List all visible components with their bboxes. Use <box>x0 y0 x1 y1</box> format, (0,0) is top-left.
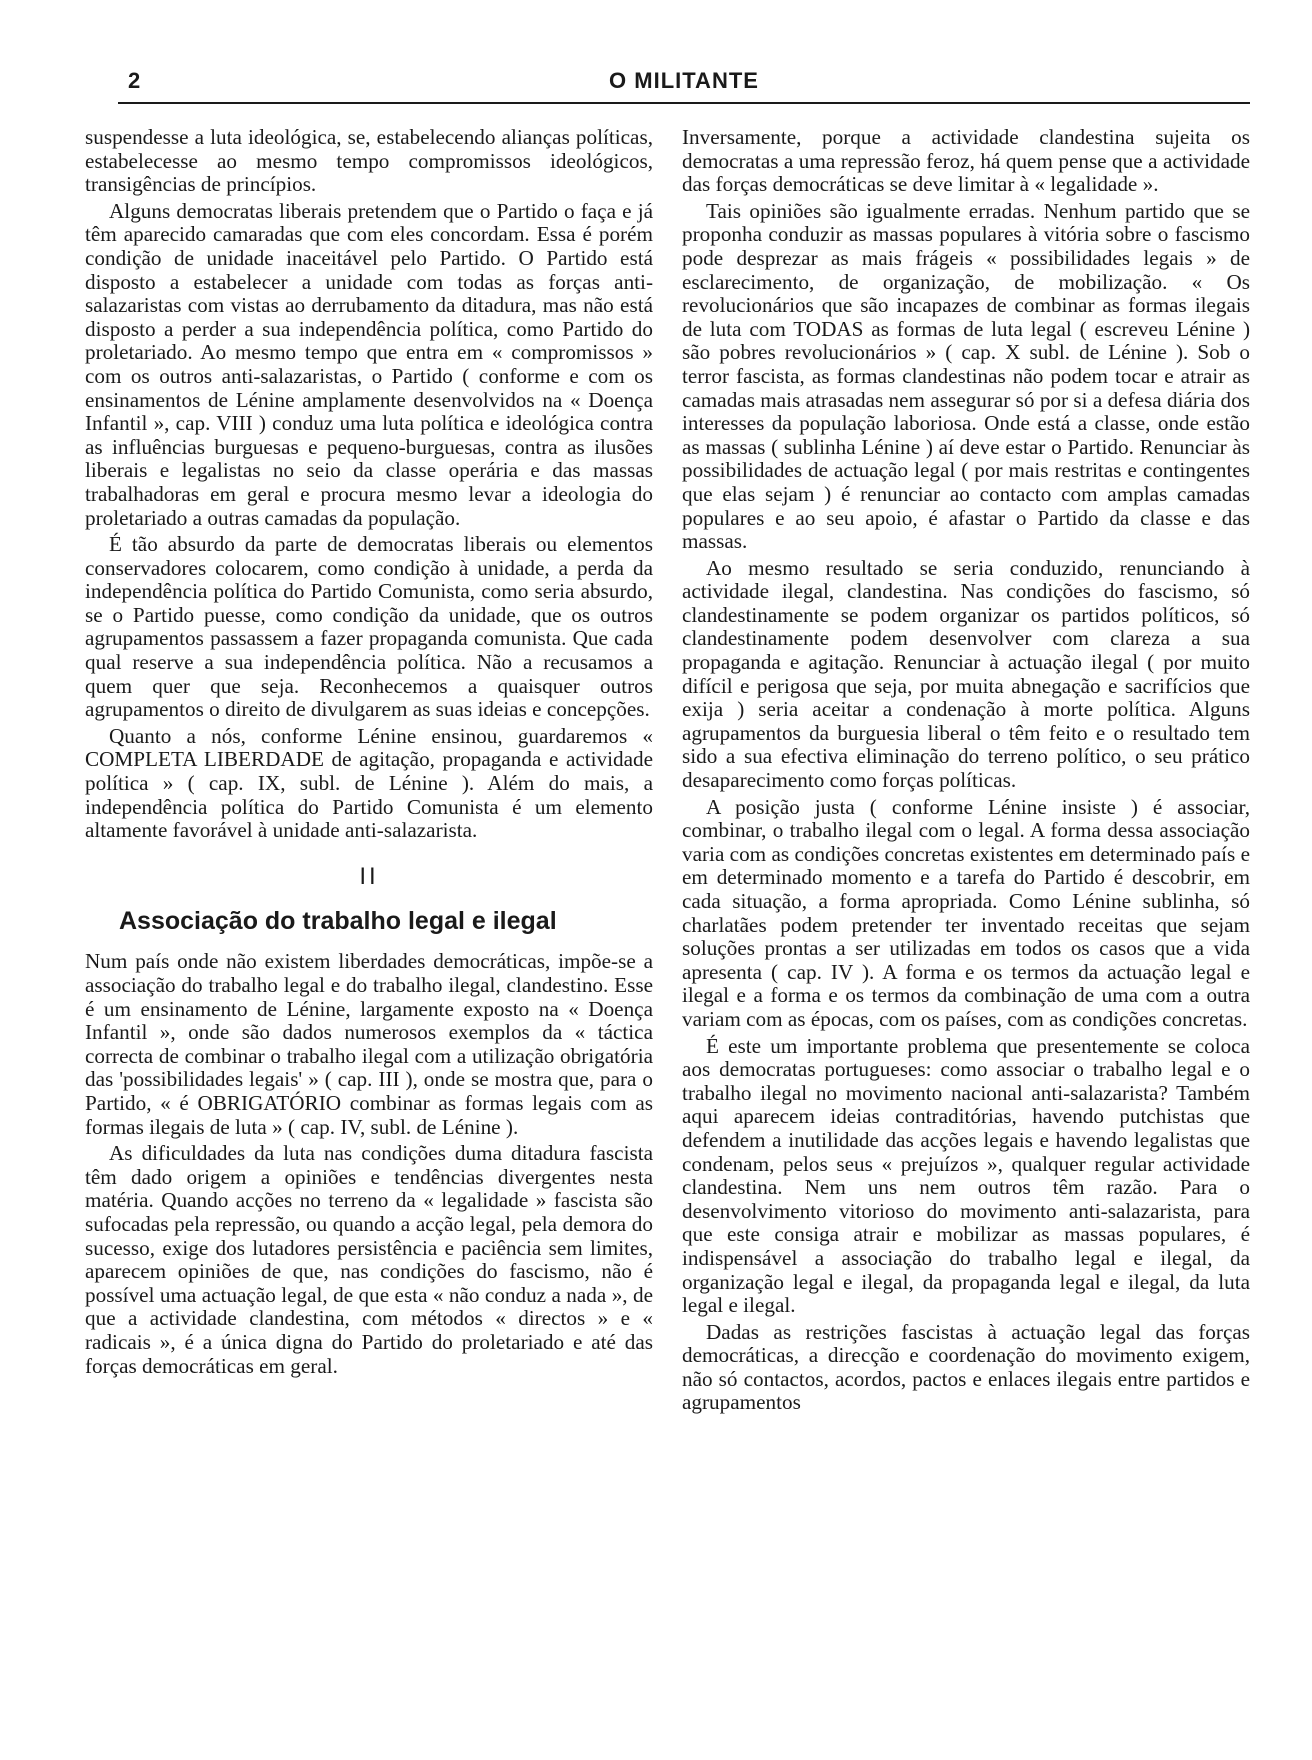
paragraph: Inversamente, porque a actividade clandestina sujeita os democratas a uma repressão feroz, há quem pense que a actividade das forças democráticas se deve limitar à « legalidade ». <box>682 125 1250 197</box>
paragraph: Dadas as restrições fascistas à actuação legal das forças democráticas, a direcção e coordenação do movimento exigem, não só contactos, acordos, pactos e enlaces ilegais entre partidos e agrupamentos <box>682 1319 1250 1415</box>
page-header <box>118 64 1250 104</box>
right-column <box>682 126 1250 1418</box>
section-numeral: II <box>359 862 379 890</box>
paragraph: Quanto a nós, conforme Lénine ensinou, guardaremos « COMPLETA LIBERDADE de agitação, propaganda e actividade política » ( cap. IX, subl. de Lénine ). Além do mais, a independência política do Partido Comunista é um elemento altamente favorável à unidade anti-salazarista. <box>85 723 653 843</box>
paragraph: É tão absurdo da parte de democratas liberais ou elementos conservadores colocarem, como condição à unidade, a perda da independência política do Partido Comunista, como seria absurdo, se o Partido puesse, como condição da unidade, que os outros agrupamentos passassem a fazer propaganda comunista. Que cada qual reserve a sua independência política. Não a recusamos a quem quer que seja. Reconhecemos a quaisquer outros agrupamentos o direito de divulgarem as suas ideias e concepções. <box>85 532 653 722</box>
left-column <box>85 126 653 1381</box>
paragraph: Num país onde não existem liberdades democráticas, impõe-se a associação do trabalho legal e do trabalho ilegal, clandestino. Esse é um ensinamento de Lénine, largamente exposto na « Doença Infantil », onde são dados numerosos exemplos da « táctica correcta de combinar o trabalho ilegal com a utilização obrigatória das 'possibilidades legais' » ( cap. III ), onde se mostra que, para o Partido, « é OBRIGATÓRIO combinar as formas legais com as formas ilegais de luta » ( cap. IV, subl. de Lénine ). <box>85 949 653 1139</box>
paragraph: As dificuldades da luta nas condições duma ditadura fascista têm dado origem a opiniões e tendências divergentes nesta matéria. Quando acções no terreno da « legalidade » fascista são sufocadas pela repressão, ou quando a acção legal, pela demora do sucesso, exige dos lutadores persistência e paciência sem limites, aparecem opiniões de que, nas condições do fascismo, não é possível uma actuação legal, de que esta « não conduz a nada », de que a actividade clandestina, com métodos « directos » e « radicais », é a única digna do Partido do proletariado e até das forças democráticas em geral. <box>85 1141 653 1378</box>
paragraph: Ao mesmo resultado se seria conduzido, renunciando à actividade ilegal, clandestina. Nas condições do fascismo, só clandestinamente se podem organizar os partidos políticos, só clandestinamente podem desenvolver com clareza a sua propaganda e agitação. Renunciar à actuação ilegal ( por muito difícil e perigosa que seja, por muita abnegação e sacrifícios que exija ) seria aceitar a condenação à morte política. Alguns agrupamentos da burguesia liberal o têm feito e o resultado tem sido a sua efectiva eliminação do terreno político, o seu prático desaparecimento como forças políticas. <box>682 555 1250 793</box>
paragraph: Alguns democratas liberais pretendem que o Partido o faça e já têm aparecido camaradas que com eles concordam. Essa é porém condição de unidade inaceitável pelo Partido. O Partido está disposto a estabelecer a unidade com todas as forças anti-salazaristas com vistas ao derrubamento da ditadura, mas não está disposto a perder a sua independência política, como Partido do proletariado. Ao mesmo tempo que entra em « compromissos » com os outros anti-salazaristas, o Partido ( conforme e com os ensinamentos de Lénine amplamente desenvolvidos na « Doença Infantil », cap. VIII ) conduz uma luta política e ideológica contra as influências burguesas e pequeno-burguesas, contra as ilusões liberais e legalistas no seio da classe operária e das massas trabalhadoras em geral e procura mesmo levar a ideologia do proletariado a outras camadas da população. <box>85 198 653 530</box>
paragraph: É este um importante problema que presentemente se coloca aos democratas portugueses: como associar o trabalho legal e o trabalho ilegal no movimento nacional anti-salazarista? Também aqui aparecem ideias contraditórias, havendo putchistas que defendem a inutilidade das acções legais e havendo legalistas que condenam, pelos seus « prejuízos », qualquer regular actividade clandestina. Nem uns nem outros têm razão. Para o desenvolvimento vitorioso do movimento anti-salazarista, para que este consiga atrair e mobilizar as massas populares, é indispensável a associação do trabalho legal e ilegal, da organização legal e ilegal, da propaganda legal e ilegal, da luta legal e ilegal. <box>682 1033 1250 1318</box>
paragraph: Tais opiniões são igualmente erradas. Nenhum partido que se proponha conduzir as massas populares à vitória sobre o fascismo pode desprezar as mais frágeis « possibilidades legais » de esclarecimento, de organização, de mobilização. « Os revolucionários que são incapazes de combinar as formas ilegais de luta com TODAS as formas de luta legal ( escreveu Lénine ) são pobres revolucionários » ( cap. X subl. de Lénine ). Sob o terror fascista, as formas clandestinas não podem tocar e atrair as camadas mais atrasadas nem assegurar só por si a defesa diária dos interesses da população laboriosa. Onde está a classe, onde estão as massas ( sublinha Lénine ) aí deve estar o Partido. Renunciar às possibilidades de actuação legal ( por mais restritas e contingentes que elas sejam ) é renunciar ao contacto com amplas camadas populares e ao seu apoio, é afastar o Partido da classe e das massas. <box>682 198 1250 554</box>
page-number: 2 <box>128 68 141 93</box>
paragraph: suspendesse a luta ideológica, se, estabelecendo alianças políticas, estabelecesse ao mesmo tempo compromissos ideológicos, transigências de princípios. <box>85 125 653 197</box>
journal-title: O MILITANTE <box>609 68 759 93</box>
paragraph: A posição justa ( conforme Lénine insiste ) é associar, combinar, o trabalho ilegal com o legal. A forma dessa associação varia com as condições concretas existentes em determinado país e em determinado momento e a tarefa do Partido é descobrir, em cada situação, a forma apropriada. Como Lénine sublinha, só charlatães podem pretender ter inventado receitas que sejam soluções prontas a ser utilizadas em todos os casos que a vida apresenta ( cap. IV ). A forma e os termos da actuação legal e ilegal e a forma e os termos da combinação de uma com a outra variam com as épocas, com os países, com as condições concretas. <box>682 794 1250 1031</box>
section-heading: Associação do trabalho legal e ilegal <box>119 907 557 936</box>
